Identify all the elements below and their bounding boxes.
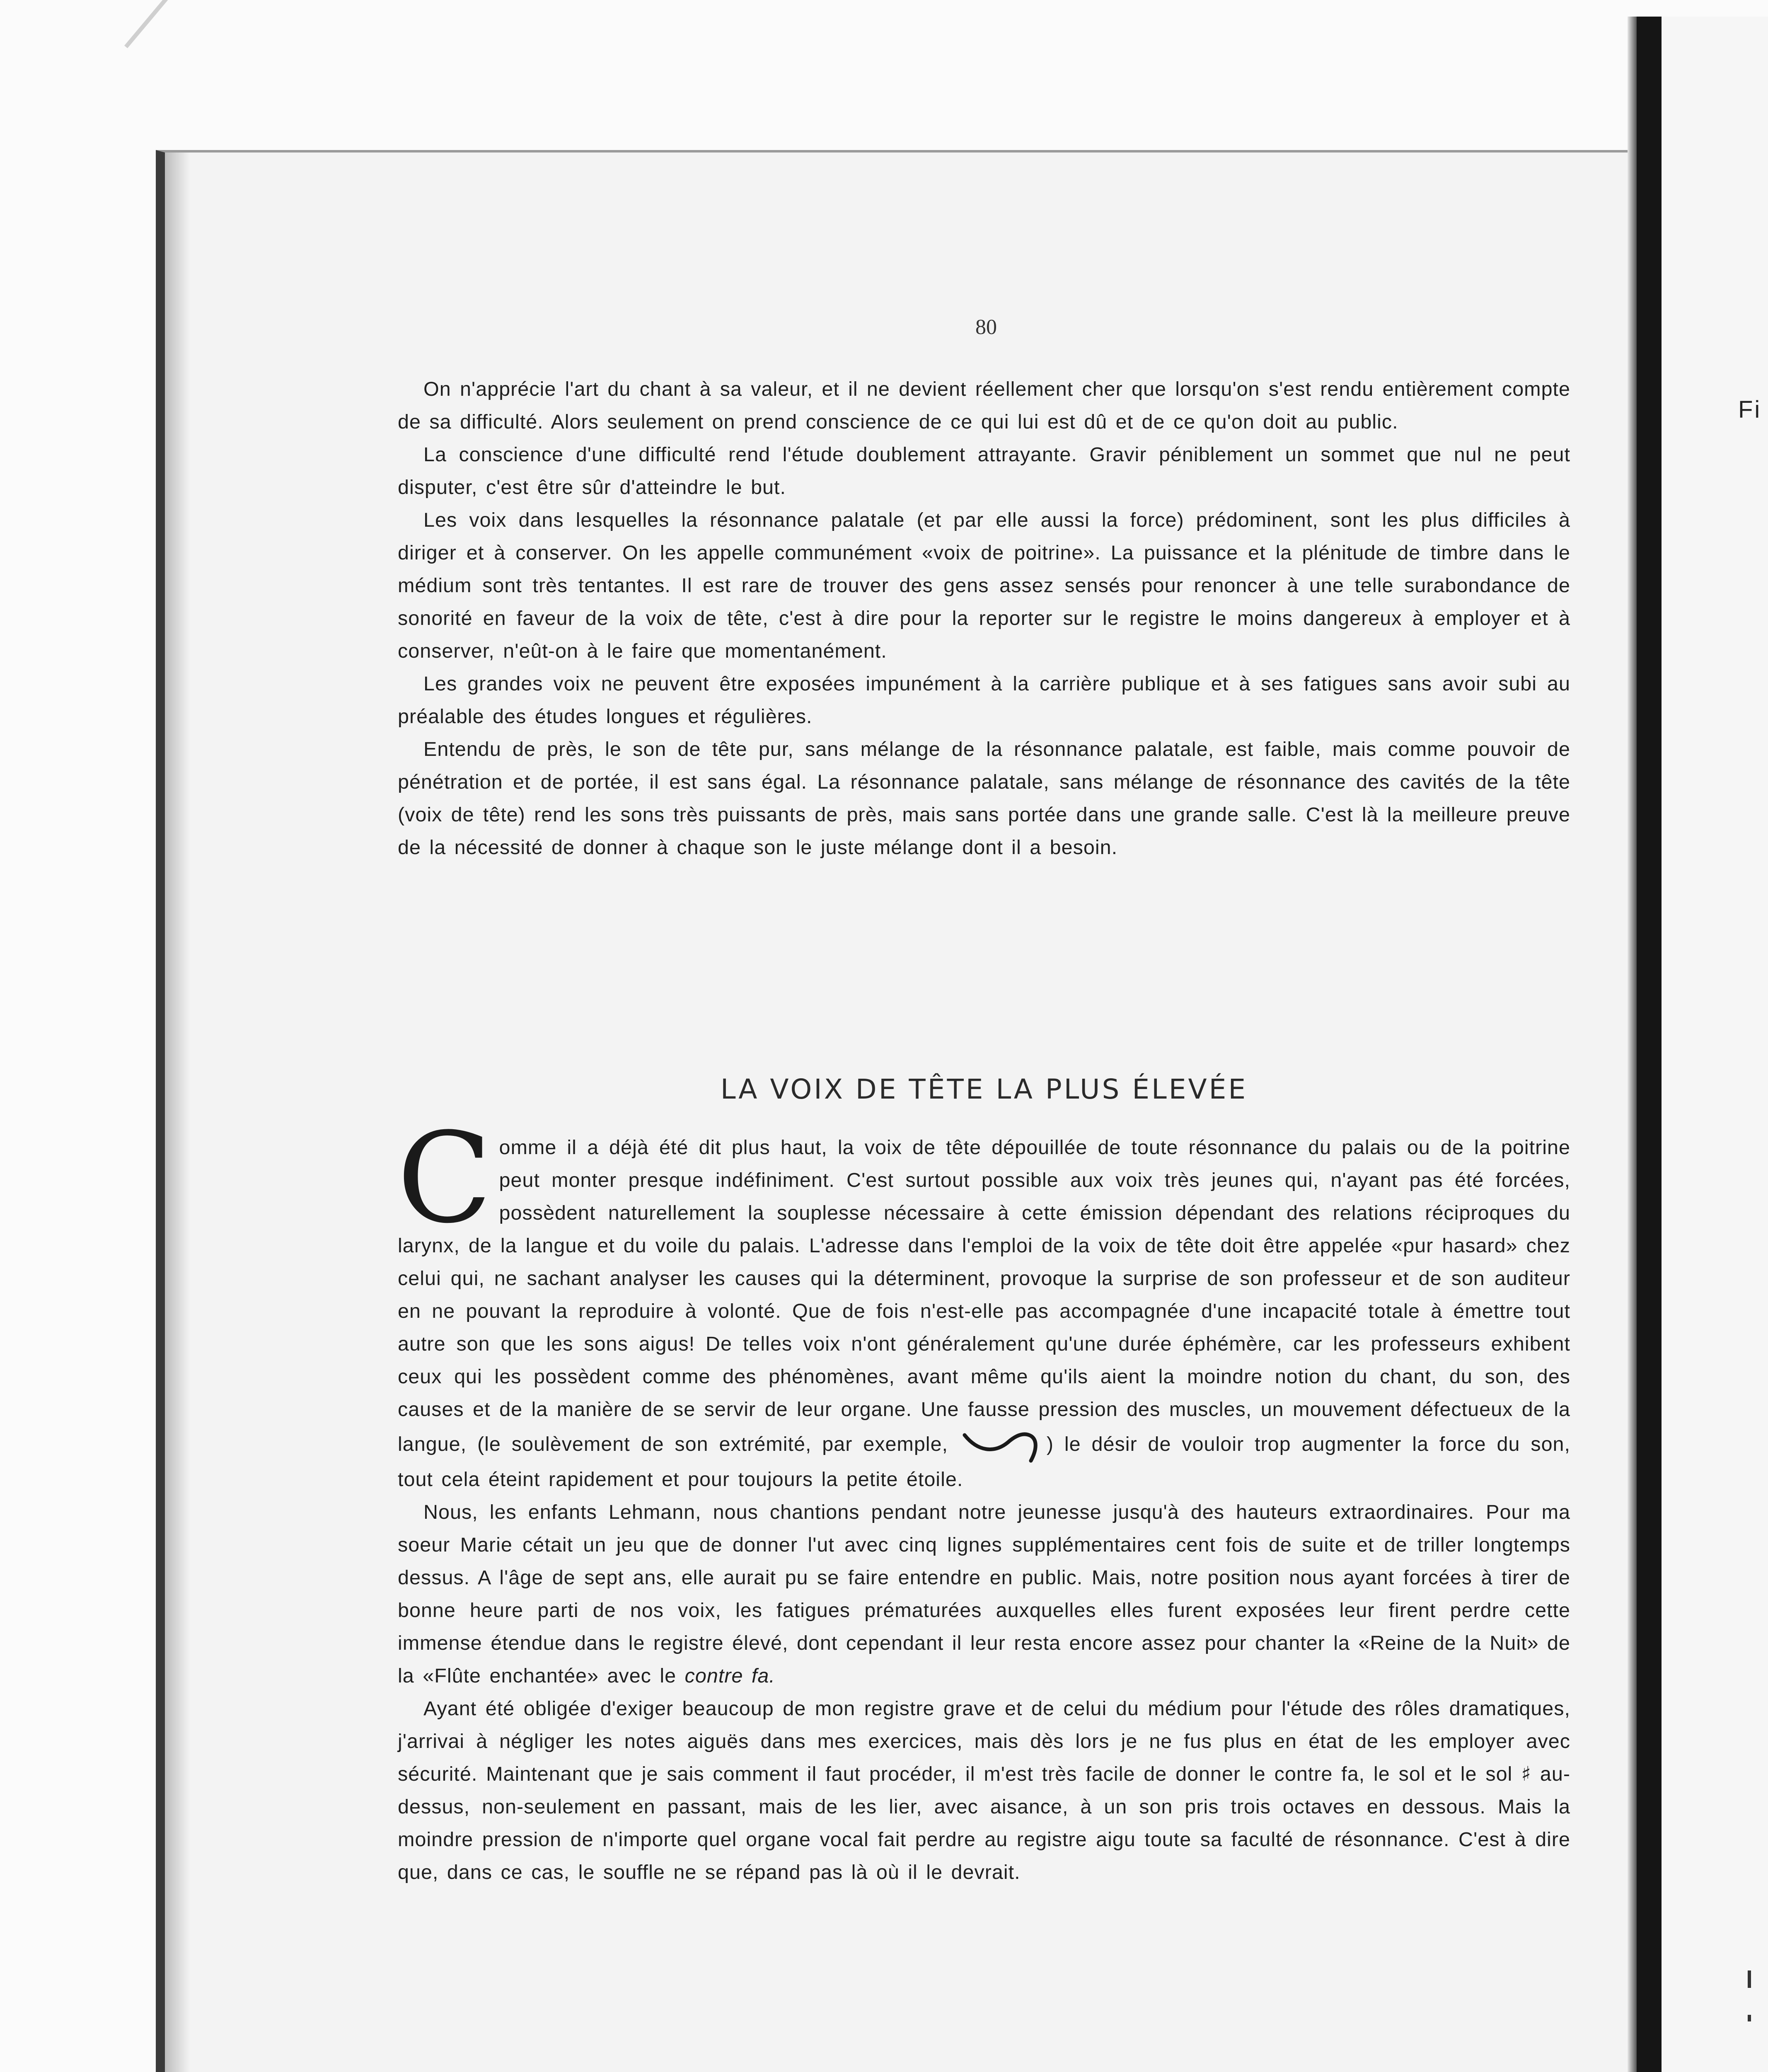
page-number: 80 [975, 315, 997, 339]
paragraph: Entendu de près, le son de tête pur, sans mélange de la résonnance palatale, est faible, mais comme pouvoir de pénétration et de portée, il est sans égal. La résonnance palatale, sans mélange de résonnance des cavités de la tête (voix de tête) rend les sons très puissants de près, mais sans portée dans une grande salle. C'est là la meilleure preuve de la nécessité de donner à chaque son le juste mélange dont il a besoin. [398, 738, 1570, 859]
spine-edge [1628, 17, 1637, 2072]
paragraph-text: omme il a déjà été dit plus haut, la voix de tête dépouillée de toute résonnance du palais ou de la poitrine peut monter presque indéfiniment. C'est surtout possible aux voix très jeunes qui, n'ayant pas été forcées, possèdent naturellement la souplesse nécessaire à cette émission dépendant des relations réciproques du larynx, de la langue et du voile du palais. L'adresse dans l'emploi de la voix de tête doit être appelée «pur hasard» chez celui qui, ne sachant analyser les causes qui la déterminent, provoque la surprise de son professeur et de son auditeur en ne pouvant la reproduire à volonté. Que de fois n'est-elle pas accompagnée d'une incapacité totale à émettre tout autre son que les sons aigus! De telles voix n'ont généralement qu'une durée éphémère, car les professeurs exhibent ceux qui les possèdent comme des phénomènes, avant même qu'ils aient la moindre notion du chant, du son, des causes et de la manière de se servir de leur organe. Une fausse pression des muscles, un mouvement défectueux de la langue, (le soulèvement de son extrémité, par exemple, [398, 1136, 1570, 1455]
section-text-block [397, 1106, 1570, 1889]
next-page-text-fragment: Fi [1738, 396, 1762, 423]
next-page-mark [1748, 1970, 1751, 1988]
paragraph-text: ) le désir de vouloir trop augmenter la force du son, tout cela éteint rapidement et pour toujours la petite étoile. [398, 1433, 1570, 1491]
paragraph [398, 1496, 1570, 1692]
drop-cap: C [397, 1106, 493, 1251]
section-heading: LA VOIX DE TÊTE LA PLUS ÉLEVÉE [720, 1073, 1248, 1105]
paragraph: Les voix dans lesquelles la résonnance palatale (et par elle aussi la force) prédominent, sont les plus difficiles à diriger et à conserver. On les appelle communément «voix de poitrine». La puissance et la plénitude de timbre dans le médium sont très tentantes. Il est rare de trouver des gens assez sensés pour renoncer à une telle surabondance de sonorité en faveur de la voix de tête, c'est à dire pour la reporter sur le registre le moins dangereux à employer et à conserver, n'eût-on à le faire que momentanément. [398, 509, 1570, 662]
paragraph: Les grandes voix ne peuvent être exposées impunément à la carrière publique et à ses fatigues sans avoir subi au préalable des études longues et régulières. [398, 673, 1570, 728]
paragraph: La conscience d'une difficulté rend l'étude doublement attrayante. Gravir péniblement un sommet que nul ne peut disputer, c'est être sûr d'atteindre le but. [398, 443, 1570, 499]
book-spine [1637, 17, 1662, 2072]
paragraph [398, 1692, 1570, 1889]
tongue-shape-figure-icon [961, 1426, 1044, 1463]
emphasized-text: contre fa. [684, 1665, 775, 1687]
sharp-sign-icon: ♯ [1521, 1762, 1532, 1786]
next-page-edge [1662, 17, 1768, 2072]
paragraph: On n'apprécie l'art du chant à sa valeur, et il ne devient réellement cher que lorsqu'on s'est rendu entièrement compte de sa difficulté. Alors seulement on prend conscience de ce qui lui est dû et de ce qu'on doit au public. [398, 378, 1570, 433]
next-page-mark [1748, 2015, 1751, 2021]
paragraph-text: Nous, les enfants Lehmann, nous chantions pendant notre jeunesse jusqu'à des hauteurs extraordinaires. Pour ma soeur Marie cétait un jeu que de donner l'ut avec cinq lignes supplémentaires cent fois de suite et de triller longtemps dessus. A l'âge de sept ans, elle aurait pu se faire entendre en public. Mais, notre position nous ayant forcées à tirer de bonne heure parti de nos voix, les fatigues prématurées auxquelles elles furent exposées leur firent perdre cette immense étendue dans le registre élevé, dont cependant il leur resta encore assez pour chanter la «Reine de la Nuit» de la «Flûte enchantée» avec le [398, 1501, 1570, 1687]
paragraph-text: au-dessus, non-seulement en passant, mais de les lier, avec aisance, à un son pris trois octaves en dessous. Mais la moindre pression de n'importe quel organe vocal fait perdre au registre aigu toute sa faculté de résonnance. C'est à dire que, dans ce cas, le souffle ne se répand pas là où il le devrait. [398, 1763, 1570, 1883]
page-gutter-shadow [165, 152, 190, 2072]
paragraph [397, 1106, 1570, 1496]
intro-text-block [398, 373, 1570, 864]
paragraph-text: Ayant été obligée d'exiger beaucoup de mon registre grave et de celui du médium pour l'étude des rôles dramatiques, j'arrivai à négliger les notes aiguës dans mes exercices, mais dès lors je ne fus plus en état de les employer avec sécurité. Maintenant que je sais comment il faut procéder, il m'est très facile de donner le contre fa, le sol et le sol [398, 1697, 1570, 1785]
